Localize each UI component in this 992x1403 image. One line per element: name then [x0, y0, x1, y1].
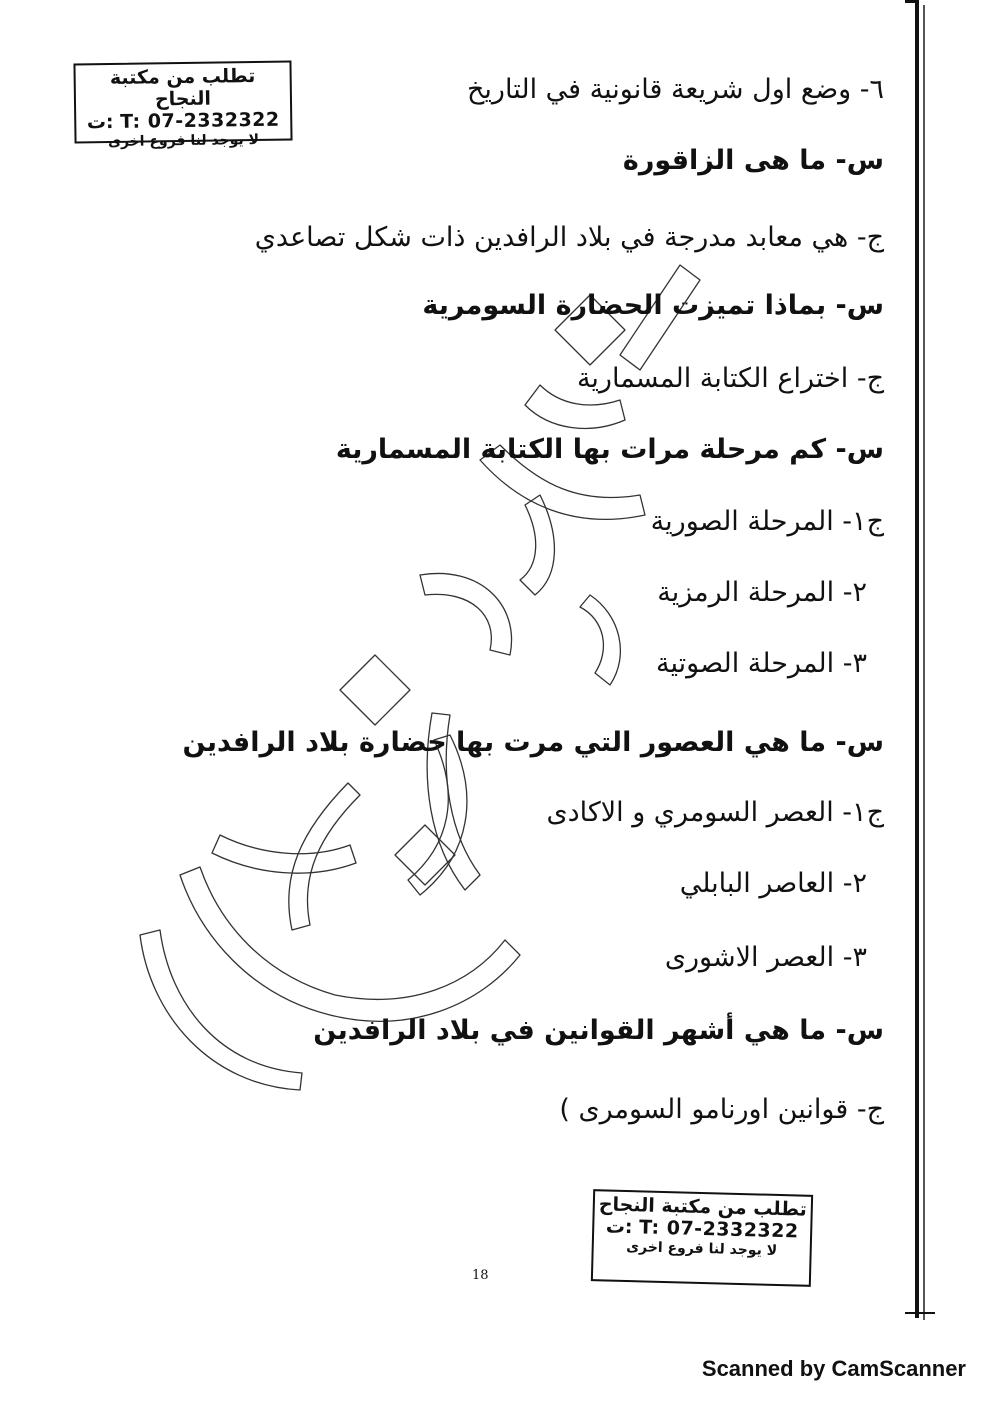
- question-line: س- بماذا تميزت الحضارة السومرية: [422, 290, 884, 321]
- stamp-top: [73, 60, 292, 150]
- answer-line: ج١- المرحلة الصورية: [650, 506, 884, 537]
- answer-line: ج١- العصر السومري و الاكادى: [546, 797, 884, 828]
- question-line: س- ما هي أشهر القوانين في بلاد الرافدين: [313, 1015, 884, 1046]
- question-line: س- كم مرحلة مرات بها الكتابة المسمارية: [335, 434, 884, 465]
- answer-line: ٣- العصر الاشورى: [664, 942, 867, 973]
- page-edge-bottom: [905, 1312, 935, 1314]
- stamp-line-1: تطلب من مكتبة النجاح: [109, 64, 256, 111]
- stamp-line-1: تطلب من مكتبة النجاح: [598, 1193, 808, 1221]
- answer-line: ج- هي معابد مدرجة في بلاد الرافدين ذات شكل تصاعدي: [254, 222, 884, 253]
- answer-line: ج- قوانين اورنامو السومرى ): [559, 1094, 884, 1125]
- answer-line: ج- اختراع الكتابة المسمارية: [576, 363, 884, 394]
- stamp-line-3: لا يوجد لنا فروع اخرى: [107, 131, 260, 150]
- question-line: س- ما هي العصور التي مرت بها حضارة بلاد الرافدين: [182, 727, 884, 758]
- answer-line: ٢- العاصر البابلي: [679, 868, 867, 899]
- answer-line: ٣- المرحلة الصوتية: [656, 648, 867, 679]
- page-edge: [905, 0, 919, 1318]
- answer-line: ٢- المرحلة الرمزية: [657, 577, 867, 608]
- stamp-line-3: لا يوجد لنا فروع اخرى: [626, 1238, 778, 1259]
- stamp-line-2: ت: T: 07-2332322: [86, 108, 280, 134]
- scanner-footer: Scanned by CamScanner: [701, 1356, 966, 1381]
- question-line: س- ما هى الزاقورة: [622, 145, 884, 176]
- stamp-bottom: [591, 1189, 813, 1287]
- page-number: 18: [472, 1268, 489, 1283]
- text-line: ٦- وضع اول شريعة قانونية في التاريخ: [466, 74, 884, 105]
- stamp-line-2: ت: T: 07-2332322: [605, 1215, 799, 1243]
